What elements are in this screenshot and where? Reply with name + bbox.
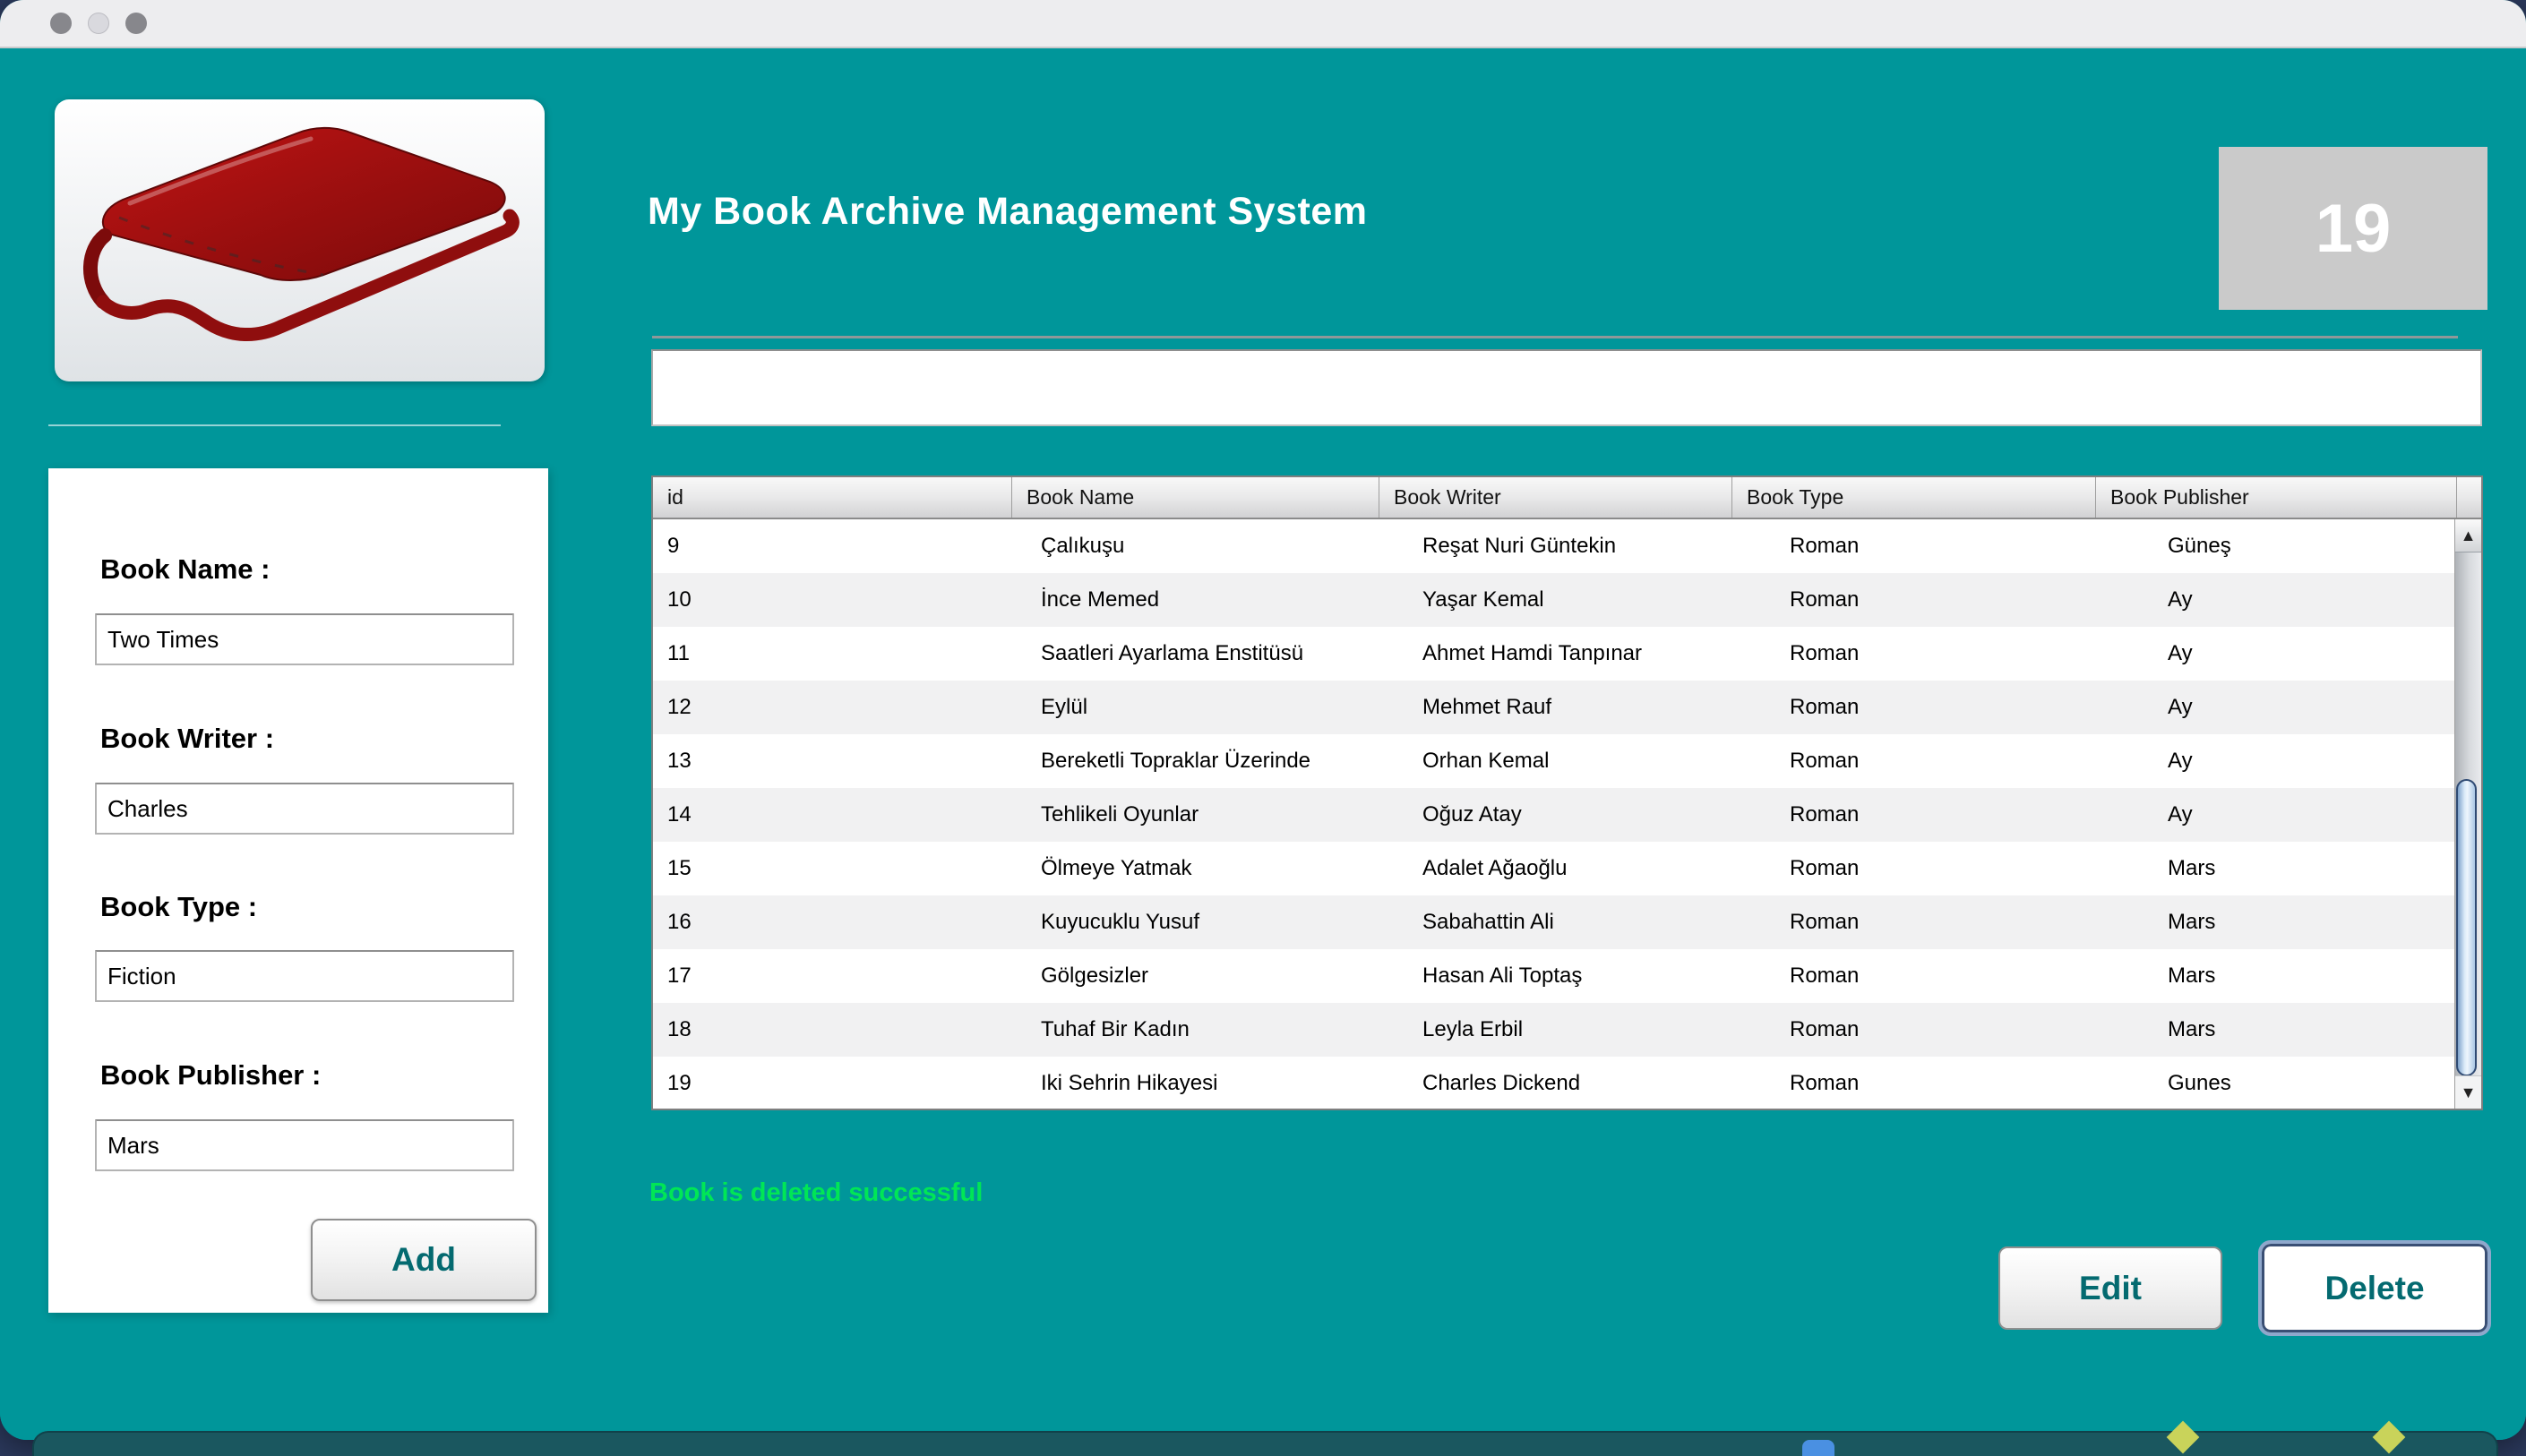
book-type-label: Book Type :	[100, 891, 258, 922]
book-name-input[interactable]	[95, 613, 514, 665]
table-cell: 9	[667, 534, 680, 558]
title-divider	[652, 336, 2458, 338]
table-cell: Roman	[1790, 910, 1860, 934]
table-row[interactable]	[653, 681, 2455, 734]
table-row[interactable]	[653, 1003, 2455, 1057]
table-cell: 17	[667, 964, 692, 988]
table-cell: Roman	[1790, 964, 1860, 988]
books-table	[651, 475, 2483, 1110]
window-minimize-button[interactable]	[88, 13, 109, 34]
table-cell: Güneş	[2168, 534, 2231, 558]
record-count-value: 19	[2315, 190, 2392, 267]
table-row[interactable]	[653, 1057, 2455, 1109]
table-row[interactable]	[653, 627, 2455, 681]
book-logo-card	[55, 99, 545, 381]
table-cell: Roman	[1790, 695, 1860, 719]
scrollbar-down-arrow-icon[interactable]: ▼	[2455, 1075, 2481, 1109]
scrollbar-thumb[interactable]	[2456, 779, 2477, 1076]
table-header	[653, 477, 2481, 519]
table-row[interactable]	[653, 788, 2455, 842]
table-cell: 11	[667, 641, 690, 665]
table-cell: Ahmet Hamdi Tanpınar	[1422, 641, 1643, 665]
table-cell: 10	[667, 587, 692, 612]
table-cell: İnce Memed	[1041, 587, 1160, 612]
red-book-icon	[55, 99, 545, 381]
add-button[interactable]: Add	[311, 1219, 537, 1301]
table-cell: 12	[667, 695, 692, 719]
table-cell: Roman	[1790, 587, 1860, 612]
table-cell: Kuyucuklu Yusuf	[1041, 910, 1200, 934]
table-cell: Roman	[1790, 1071, 1860, 1095]
table-cell: Gölgesizler	[1041, 964, 1149, 988]
column-header-book-type[interactable]: Book Type	[1732, 477, 2096, 518]
column-header-book-publisher[interactable]: Book Publisher	[2096, 477, 2457, 518]
column-header-id[interactable]: id	[653, 477, 1012, 518]
book-form-panel	[48, 468, 548, 1313]
table-cell: Roman	[1790, 856, 1860, 880]
table-cell: 16	[667, 910, 692, 934]
column-header-stub	[2457, 477, 2481, 518]
table-cell: Ölmeye Yatmak	[1041, 856, 1192, 880]
page-title: My Book Archive Management System	[648, 190, 1368, 233]
table-cell: Saatleri Ayarlama Enstitüsü	[1041, 641, 1304, 665]
table-cell: Orhan Kemal	[1422, 749, 1550, 773]
table-cell: Ay	[2168, 802, 2193, 826]
book-publisher-input[interactable]	[95, 1119, 514, 1171]
table-cell: Adalet Ağaoğlu	[1422, 856, 1568, 880]
table-cell: Ay	[2168, 695, 2193, 719]
table-body	[653, 519, 2455, 1109]
table-row[interactable]	[653, 949, 2455, 1003]
table-cell: Roman	[1790, 802, 1860, 826]
window-zoom-button[interactable]	[125, 13, 147, 34]
book-publisher-label: Book Publisher :	[100, 1059, 322, 1091]
app-content	[0, 48, 2526, 1440]
book-name-label: Book Name :	[100, 553, 271, 585]
table-cell: Leyla Erbil	[1422, 1017, 1524, 1041]
table-cell: Mehmet Rauf	[1422, 695, 1552, 719]
table-cell: Ay	[2168, 749, 2193, 773]
table-cell: Roman	[1790, 641, 1860, 665]
table-cell: Çalıkuşu	[1041, 534, 1125, 558]
table-cell: Eylül	[1041, 695, 1088, 719]
edit-button[interactable]: Edit	[1998, 1246, 2222, 1330]
book-writer-label: Book Writer :	[100, 723, 275, 754]
book-writer-input[interactable]	[95, 783, 514, 835]
table-row[interactable]	[653, 734, 2455, 788]
table-cell: Sabahattin Ali	[1422, 910, 1554, 934]
table-cell: Reşat Nuri Güntekin	[1422, 534, 1617, 558]
table-cell: Mars	[2168, 1017, 2216, 1041]
table-row[interactable]	[653, 842, 2455, 895]
column-header-book-name[interactable]: Book Name	[1012, 477, 1379, 518]
table-cell: Roman	[1790, 749, 1860, 773]
search-input[interactable]	[651, 349, 2482, 426]
table-row[interactable]	[653, 573, 2455, 627]
table-cell: Tehlikeli Oyunlar	[1041, 802, 1199, 826]
table-cell: 14	[667, 802, 692, 826]
table-cell: 18	[667, 1017, 692, 1041]
book-type-input[interactable]	[95, 950, 514, 1002]
table-scrollbar[interactable]	[2454, 519, 2481, 1109]
table-cell: Tuhaf Bir Kadın	[1041, 1017, 1190, 1041]
scrollbar-up-arrow-icon[interactable]: ▲	[2455, 519, 2481, 552]
table-cell: Gunes	[2168, 1071, 2231, 1095]
status-message: Book is deleted successful	[649, 1178, 984, 1207]
table-cell: Iki Sehrin Hikayesi	[1041, 1071, 1218, 1095]
dock-bar	[32, 1431, 2498, 1456]
window-titlebar	[0, 0, 2526, 48]
delete-button[interactable]: Delete	[2258, 1240, 2491, 1336]
dock-app-icon[interactable]	[1802, 1440, 1834, 1456]
record-count-box	[2219, 147, 2487, 310]
table-cell: Mars	[2168, 910, 2216, 934]
column-header-book-writer[interactable]: Book Writer	[1379, 477, 1732, 518]
table-cell: Ay	[2168, 641, 2193, 665]
window-close-button[interactable]	[50, 13, 72, 34]
table-cell: Oğuz Atay	[1422, 802, 1522, 826]
left-divider	[48, 424, 501, 426]
table-cell: Bereketli Topraklar Üzerinde	[1041, 749, 1311, 773]
table-row[interactable]	[653, 519, 2455, 573]
table-cell: Roman	[1790, 1017, 1860, 1041]
table-cell: Yaşar Kemal	[1422, 587, 1544, 612]
table-cell: 13	[667, 749, 692, 773]
table-cell: Mars	[2168, 964, 2216, 988]
table-cell: Hasan Ali Toptaş	[1422, 964, 1583, 988]
table-cell: 19	[667, 1071, 692, 1095]
table-cell: 15	[667, 856, 692, 880]
table-cell: Roman	[1790, 534, 1860, 558]
table-cell: Charles Dickend	[1422, 1071, 1581, 1095]
table-cell: Mars	[2168, 856, 2216, 880]
table-cell: Ay	[2168, 587, 2193, 612]
table-row[interactable]	[653, 895, 2455, 949]
